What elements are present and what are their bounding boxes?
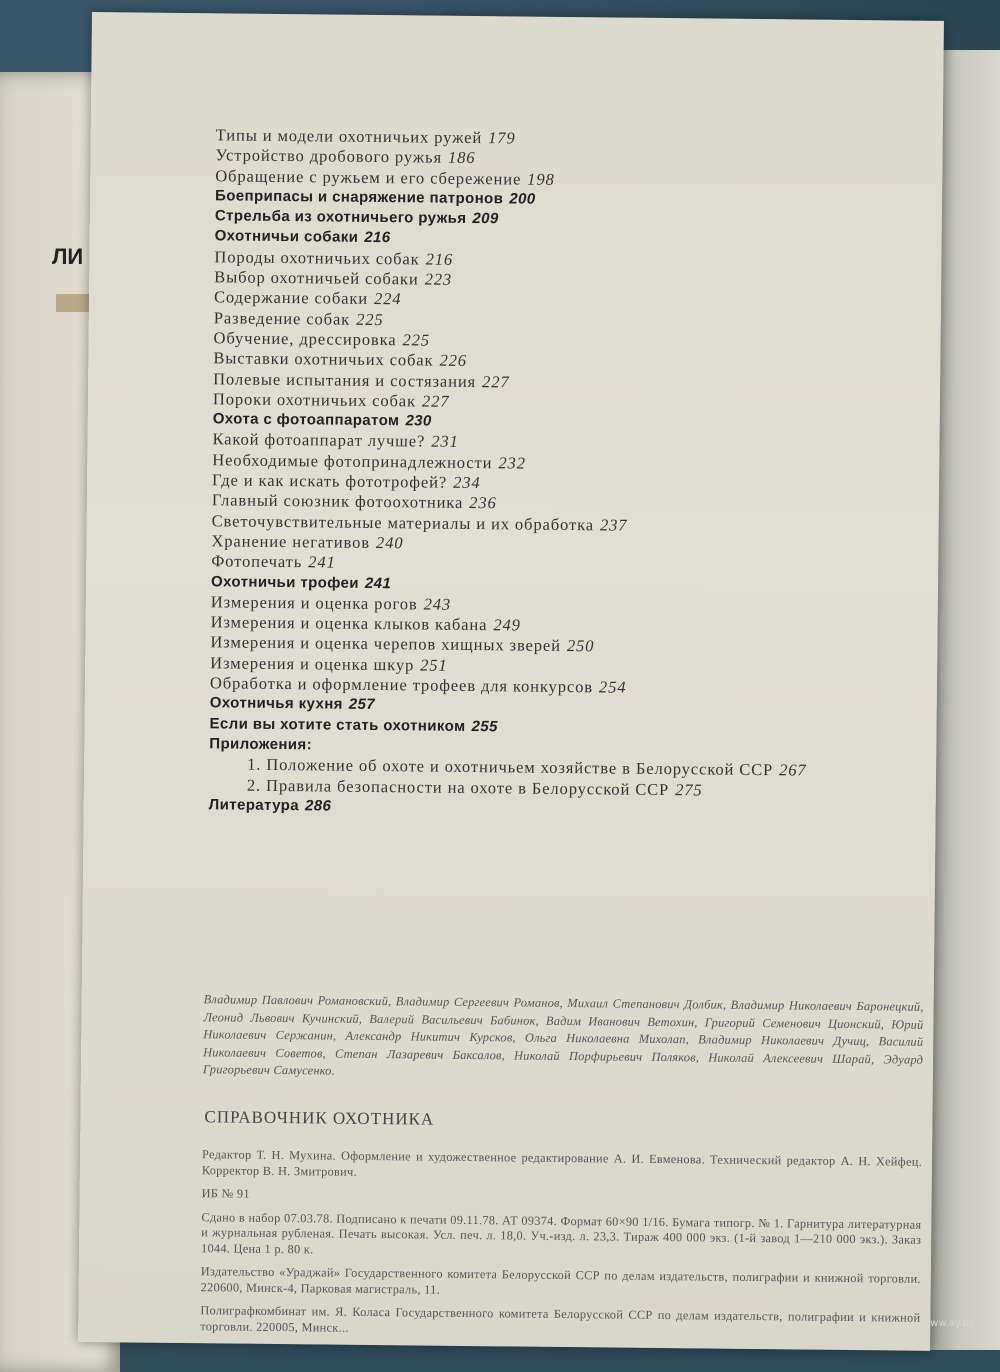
toc-entry-title: 1. Положение об охоте и охотничьем хозяйстве в Белорусской ССР	[247, 754, 774, 780]
toc-entry-page: 227	[421, 391, 450, 411]
toc-entry-page: 243	[423, 594, 452, 614]
toc-entry-title: Хранение негативов	[211, 531, 371, 552]
imprint	[200, 1147, 922, 1350]
toc-entry-title: Выставки охотничьих собак	[213, 348, 434, 370]
toc-entry-page: 286	[304, 797, 332, 815]
toc-entry-title: Литература	[208, 796, 300, 815]
toc-entry-title: Главный союзник фотоохотника	[211, 490, 464, 513]
book-title: СПРАВОЧНИК ОХОТНИКА	[204, 1107, 435, 1129]
toc-entry-page: 227	[482, 371, 510, 391]
toc-entry-title: Типы и модели охотничьих ружей	[215, 125, 483, 148]
toc-entry-title: Измерения и оценка клыков кабана	[210, 612, 488, 635]
toc-entry-title: Устройство дробового ружья	[215, 145, 443, 167]
toc-entry-title: Приложения:	[209, 735, 313, 754]
toc-entry-title: Охотничьи трофеи	[210, 572, 360, 592]
toc-entry-title: Обработка и оформление трофеев для конкурсов	[209, 673, 594, 697]
toc-entry-title: Породы охотничьих собак	[214, 247, 420, 269]
toc-entry-title: Если вы хотите стать охотником	[209, 714, 466, 735]
toc-entry-page: 209	[472, 210, 499, 228]
toc-entry-page: 225	[402, 330, 431, 350]
toc-entry-title: Охотничья кухня	[209, 694, 343, 713]
toc-entry-title: Пороки охотничьих собак	[212, 389, 417, 411]
authors-list: Владимир Павлович Романовский, Владимир Сергеевич Романов, Михаил Степанович Долбик, Владимир Николаевич Баронецкий, Леонид Львович Кучинский, Валерий Васильевич Бабинок, Вадим Иванович Ветохин, Григорий Семенович Ционский, Юрий Николаевич Сержанин, Александр Никитич Курсков, Ольга Николаевна Михолап, Владимир Николаевич Дучиц, Василий Николаевич Советов, Степан Лазаревич Баксалов, Николай Порфирьевич Поляков, Николай Алексеевич Шарай, Эдуард Григорьевич Самусенко.	[202, 992, 924, 1078]
toc-entry-page: 249	[493, 615, 521, 635]
toc-entry-page: 230	[405, 412, 432, 430]
toc-entry-page: 186	[447, 148, 476, 168]
imprint-print-details: Сдано в набор 07.03.78. Подписано к печати 09.11.78. АТ 09374. Формат 60×90 1/16. Бумага типогр. № 1. Гарнитура литературная и журнальная рубленая. Печать высокая. Усл. печ. л. 18,0. Уч.-изд. л. 23,3. Тираж 400 000 экз. (1-й завод 1—210 000 экз.). Заказ 1044. Цена 1 р. 80 к.	[200, 1209, 922, 1256]
toc-entry-title: Измерения и оценка черепов хищных зверей	[210, 632, 562, 656]
toc-entry-page: 216	[364, 229, 391, 247]
toc-entry-title: Фотопечать	[211, 551, 303, 572]
toc-entry-page: 231	[431, 432, 459, 452]
toc-entry-page: 237	[599, 514, 628, 535]
toc-entry-page: 179	[488, 128, 516, 148]
toc-entry-page: 236	[469, 493, 497, 513]
left-page-fragment: ЛИ	[52, 244, 84, 269]
imprint-ib: ИБ № 91	[201, 1186, 250, 1201]
toc-entry-page: 251	[420, 655, 448, 675]
toc-entry-page: 267	[779, 760, 807, 780]
watermark: www.ay.by	[922, 1318, 975, 1329]
toc-entry-page: 226	[439, 350, 468, 371]
toc-entry-title: Охота с фотоаппаратом	[212, 410, 400, 430]
toc-entry-title: Содержание собаки	[213, 287, 369, 309]
toc-entry-title: Измерения и оценка рогов	[210, 592, 418, 614]
toc-entry-title: Измерения и оценка шкур	[210, 652, 415, 675]
toc-entry-title: 2. Правила безопасности на охоте в Белорусской ССР	[246, 775, 670, 799]
toc-entry-page: 223	[424, 269, 453, 289]
toc-entry-title: Какой фотоаппарат лучше?	[212, 429, 426, 451]
toc-entry-page: 200	[509, 190, 536, 208]
toc-entry-title: Обучение, дрессировка	[213, 328, 397, 350]
toc-entry-page: 240	[375, 532, 404, 553]
toc-entry-page: 250	[566, 636, 595, 656]
imprint-publisher: Издательство «Ураджай» Государственного комитета Белорусской ССР по делам издательств, полиграфии и книжной торговли. 220600, Минск-4, Парковая магистраль, 11.	[200, 1264, 921, 1297]
toc-entry-title: Обращение с ружьем и его сбережение	[215, 165, 522, 189]
toc-entry-title: Полевые испытания и состязания	[213, 368, 477, 391]
toc-entry-title: Выбор охотничьей собаки	[214, 267, 419, 289]
toc-entry-page: 255	[471, 717, 498, 735]
toc-entry-page: 254	[598, 677, 627, 697]
toc-entry-page: 225	[356, 309, 384, 329]
table-of-contents	[209, 125, 1000, 823]
toc-entry-title: Охотничьи собаки	[214, 227, 359, 247]
document-sheet	[78, 12, 944, 1351]
imprint-editors: Редактор Т. Н. Мухина. Оформление и художественное редактирование А. И. Евменова. Технический редактор А. Н. Хейфец. Корректор В. Н. Змитрович.	[201, 1147, 923, 1179]
toc-entry-title: Необходимые фотопринадлежности	[212, 450, 493, 472]
toc-entry-page: 275	[675, 779, 703, 799]
toc-entry-title: Где и как искать фототрофей?	[212, 470, 448, 492]
toc-entry-page: 232	[498, 453, 526, 473]
toc-entry-page: 224	[373, 289, 402, 309]
toc-entry-page: 241	[364, 574, 392, 592]
toc-entry-page: 257	[348, 696, 376, 714]
toc-entry-page: 198	[527, 169, 555, 189]
toc-entry-title: Разведение собак	[213, 307, 351, 329]
imprint-printer: Полиграфкомбинат им. Я. Коласа Государственного комитета Белорусской ССР по делам издательств, полиграфии и книжной торговли. 220005, Минск...	[200, 1303, 921, 1335]
toc-entry-title: Светочувствительные материалы и их обработка	[211, 510, 595, 534]
toc-entry-page: 216	[425, 249, 454, 269]
toc-entry-page: 234	[453, 472, 481, 493]
toc-entry-title: Боеприпасы и снаряжение патронов	[214, 187, 504, 208]
toc-entry-title: Стрельба из охотничьего ружья	[214, 207, 467, 228]
toc-entry-page: 241	[308, 552, 336, 572]
